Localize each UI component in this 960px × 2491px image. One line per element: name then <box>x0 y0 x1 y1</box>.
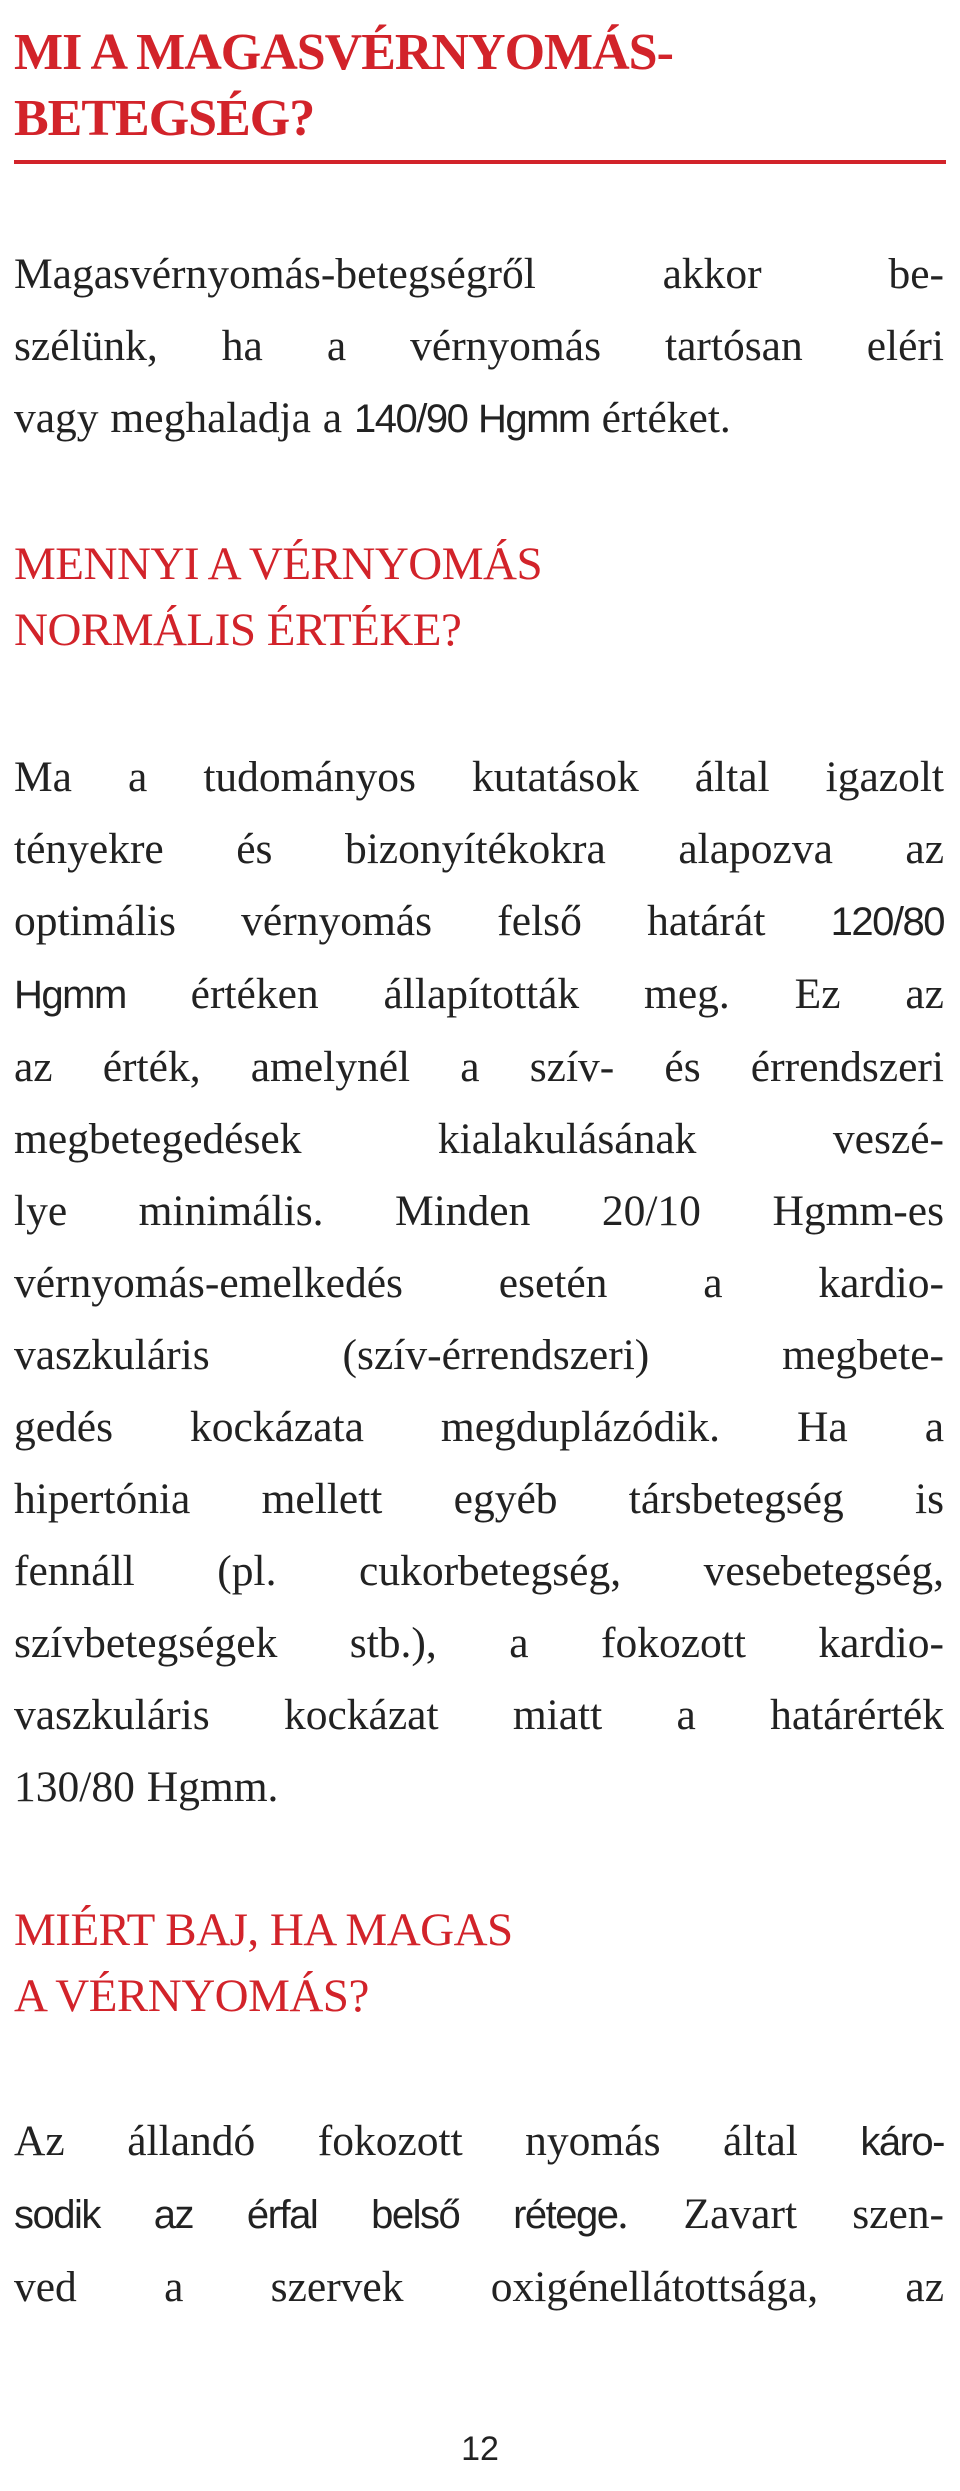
text-run: vaszkuláris kockázat miatt a határérték <box>14 1691 944 1739</box>
text-line <box>14 2105 944 2178</box>
document-page <box>14 20 944 2323</box>
text-run: vaszkuláris (szív-érrendszeri) megbete- <box>14 1331 944 1379</box>
text-run: vérnyomás-emelkedés esetén a kardio- <box>14 1259 944 1307</box>
text-line <box>14 2251 944 2323</box>
heading-underline <box>14 160 946 164</box>
heading-normal-value <box>14 531 944 663</box>
text-run: gedés kockázata megduplázódik. Ha a <box>14 1403 944 1451</box>
text-run: optimális vérnyomás felső határát <box>14 897 831 945</box>
text-run: értéket. <box>589 394 731 442</box>
text-line <box>14 1607 944 1679</box>
heading-line: A VÉRNYOMÁS? <box>14 1970 369 2022</box>
text-run: tényekre és bizonyítékokra alapozva az <box>14 825 944 873</box>
text-run: Ma a tudományos kutatások által igazolt <box>14 753 944 801</box>
text-line <box>14 1103 944 1175</box>
text-run: ved a szervek oxigénellátottsága, az <box>14 2263 944 2311</box>
text-run: Az állandó fokozott nyomás által <box>14 2117 861 2165</box>
text-line <box>14 382 944 455</box>
text-line <box>14 1535 944 1607</box>
text-line <box>14 1751 944 1823</box>
text-line <box>14 1319 944 1391</box>
text-run: lye minimális. Minden 20/10 Hgmm-es <box>14 1187 944 1235</box>
heading-line: NORMÁLIS ÉRTÉKE? <box>14 604 462 656</box>
emphasis-value: Hgmm <box>14 973 126 1017</box>
emphasis-text: sodik az érfal belső rétege <box>14 2193 618 2237</box>
text-run: 130/80 Hgmm. <box>14 1763 279 1811</box>
heading-why-high-pressure-bad <box>14 1897 944 2029</box>
text-run: hipertónia mellett egyéb társbetegség is <box>14 1475 944 1523</box>
page-number: 12 <box>461 2430 499 2468</box>
text-run: . Zavart szen- <box>617 2190 944 2238</box>
text-line <box>14 1463 944 1535</box>
paragraph-damage <box>14 2105 944 2323</box>
heading-line: MENNYI A VÉRNYOMÁS <box>14 538 543 590</box>
text-line <box>14 813 944 885</box>
text-run: vagy meghaladja a <box>14 394 354 442</box>
text-line <box>14 1247 944 1319</box>
paragraph-normal-value <box>14 741 944 1823</box>
heading-line: MIÉRT BAJ, HA MAGAS <box>14 1904 513 1956</box>
text-line <box>14 885 944 958</box>
text-run: megbetegedések kialakulásának veszé- <box>14 1115 944 1163</box>
text-run: fennáll (pl. cukorbetegség, vesebetegség, <box>14 1547 944 1595</box>
emphasis-text: káro- <box>860 2120 944 2164</box>
text-line <box>14 1391 944 1463</box>
text-run: szélünk, ha a vérnyomás tartósan eléri <box>14 322 944 370</box>
text-line <box>14 741 944 813</box>
text-line <box>14 2178 944 2251</box>
heading-line: BETEGSÉG? <box>14 90 315 147</box>
text-line <box>14 238 944 310</box>
text-run: értéken állapították meg. Ez az <box>125 970 944 1018</box>
heading-what-is-hypertension <box>14 20 944 152</box>
text-run: Magasvérnyomás-betegségről akkor be- <box>14 250 944 298</box>
heading-line: MI A MAGASVÉRNYOMÁS- <box>14 24 673 81</box>
emphasis-value: 120/80 <box>830 900 944 944</box>
text-line <box>14 1175 944 1247</box>
text-run: az érték, amelynél a szív- és érrendszeri <box>14 1043 944 1091</box>
text-run: szívbetegségek stb.), a fokozott kardio- <box>14 1619 944 1667</box>
text-line <box>14 1679 944 1751</box>
text-line <box>14 310 944 382</box>
emphasis-value: 140/90 Hgmm <box>353 397 590 441</box>
text-line <box>14 958 944 1031</box>
text-line <box>14 1031 944 1103</box>
paragraph-definition <box>14 238 944 455</box>
